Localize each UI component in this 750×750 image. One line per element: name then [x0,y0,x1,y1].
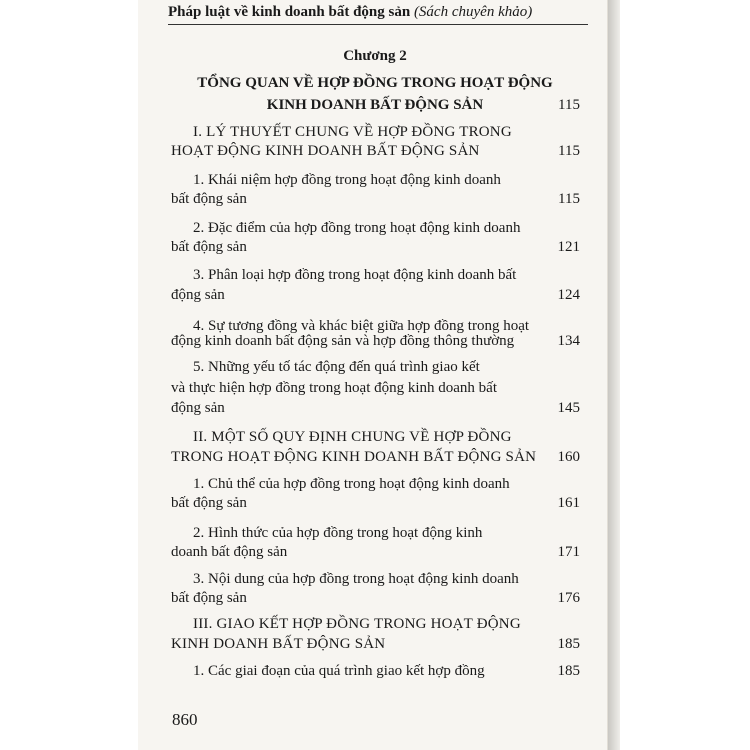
toc-entry-line: 1. Chủ thể của hợp đồng trong hoạt động kinh doanh [193,476,510,492]
toc-page-number: 160 [557,449,580,465]
toc-entry-line: I. LÝ THUYẾT CHUNG VỀ HỢP ĐỒNG TRONG [193,124,512,140]
toc-page-number: 161 [557,495,580,511]
toc-entry-line: 1. Các giai đoạn của quá trình giao kết hợp đồng [193,663,485,679]
toc-entry-line: bất động sản [171,191,247,207]
toc-entry-line: và thực hiện hợp đồng trong hoạt động kinh doanh bất [171,380,498,396]
toc-page-number: 145 [557,400,580,416]
toc-entry-line: HOẠT ĐỘNG KINH DOANH BẤT ĐỘNG SẢN [171,143,480,159]
toc-entry-line: 5. Những yếu tố tác động đến quá trình giao kết [193,359,480,375]
toc-entry-line: 1. Khái niệm hợp đồng trong hoạt động kinh doanh [193,172,501,188]
toc-entry-line: doanh bất động sản [171,544,288,560]
chapter-title-line-2: KINH DOANH BẤT ĐỘNG SẢN [266,97,484,113]
header-title: Pháp luật về kinh doanh bất động sản [168,4,411,20]
toc-entry-line: 2. Hình thức của hợp đồng trong hoạt động kinh [193,525,483,541]
toc-page-number: 185 [557,636,580,652]
toc-entry-line: động sản [171,287,225,303]
toc-entry-line: 4. Sự tương đồng và khác biệt giữa hợp đồng trong hoạt [193,318,530,334]
running-header [168,4,588,21]
toc-page-number: 171 [557,544,580,560]
toc-page-number: 176 [557,590,580,606]
toc-entry-line: KINH DOANH BẤT ĐỘNG SẢN [171,636,386,652]
toc-entry-line: 3. Nội dung của hợp đồng trong hoạt động kinh doanh [193,571,519,587]
toc-entry-line: động sản [171,400,225,416]
page-folio-number: 860 [172,710,198,729]
toc-page-number: 124 [557,287,580,303]
toc-entry-line: III. GIAO KẾT HỢP ĐỒNG TRONG HOẠT ĐỘNG [193,616,521,632]
toc-entry-line: II. MỘT SỐ QUY ĐỊNH CHUNG VỀ HỢP ĐỒNG [193,429,512,445]
toc-page-number: 121 [557,239,580,255]
chapter-label: Chương 2 [343,48,407,64]
chapter-page-number: 115 [558,97,580,113]
toc-entry-line: 2. Đặc điểm của hợp đồng trong hoạt động kinh doanh [193,220,521,236]
toc-entry-line: bất động sản [171,495,247,511]
toc-page-number: 185 [557,663,580,679]
toc-entry-line: bất động sản [171,239,247,255]
toc-page-number: 115 [558,143,580,159]
toc-entry-line: TRONG HOẠT ĐỘNG KINH DOANH BẤT ĐỘNG SẢN [171,449,537,465]
toc-page-number: 115 [558,191,580,207]
toc-entry-line: bất động sản [171,590,247,606]
header-rule [168,24,588,25]
toc-entry-line: động kinh doanh bất động sản và hợp đồng thông thường [171,333,515,349]
chapter-title-line-1: TỔNG QUAN VỀ HỢP ĐỒNG TRONG HOẠT ĐỘNG [197,75,553,91]
toc-page-number: 134 [557,333,580,349]
toc-entry-line: 3. Phân loại hợp đồng trong hoạt động kinh doanh bất [193,267,517,283]
header-subtitle: (Sách chuyên khảo) [413,4,533,20]
